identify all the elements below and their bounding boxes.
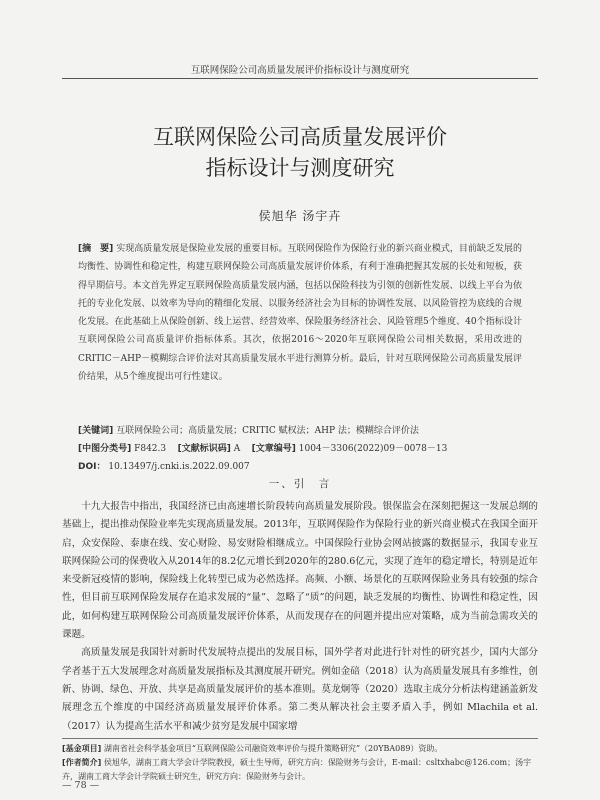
fund-label: [基金项目]	[62, 744, 102, 753]
article-no-label: [文章编号]	[251, 444, 296, 454]
clc-label: [中图分类号]	[78, 444, 132, 454]
abstract-text: 实现高质量发展是保险业发展的重要目标。互联网保险作为保险行业的新兴商业模式，目前缺乏发展的均衡性、协调性和稳定性，构建互联网保险公司高质量发展评价体系，有利于准确把握其发展的长处和短板，获得早期信号。本文首先界定互联网保险高质量发展内涵，包括以保险科技为引领的创新性发展、以线上平台为依托的专业化发展、以效率为导向的精细化发展、以服务经济社会为目标的协调性发展、以风险管控为底线的合规化发展。在此基础上从保险创新、线上运营、经营效率、保险服务经济社会、风险管理5个维度、40个指标设计互联网保险公司高质量评价指标体系。其次，依据2016～2020年互联网保险公司相关数据，采用改进的CRITIC－AHP－模糊综合评价法对其高质量发展水平进行测算分析。最后，针对互联网保险公司高质量发展评价结果，从5个维度提出可行性建议。	[78, 244, 522, 383]
title-line-2: 指标设计与测度研究	[205, 156, 395, 180]
author-note	[62, 756, 538, 784]
keywords-text: 互联网保险公司；高质量发展；CRITIC 赋权法；AHP 法；模糊综合评价法	[116, 426, 419, 436]
paper-title	[0, 122, 600, 184]
footnote-rule	[62, 738, 538, 739]
keywords	[78, 424, 522, 438]
running-header: 互联网保险公司高质量发展评价指标设计与测度研究	[190, 65, 410, 76]
author-label: [作者简介]	[62, 758, 102, 767]
fund-note	[62, 742, 538, 756]
doc-code-label: [文献标识码]	[177, 444, 231, 454]
header-rule	[62, 78, 538, 79]
page-number: — 78 —	[62, 780, 100, 791]
body-paragraph: 高质量发展是我国针对新时代发展特点提出的发展目标，国外学者对此进行针对性的研究甚少，国内大部分学者基于五大发展理念对高质量发展指标及其测度展开研究。例如金碚（2018）认为高质量发展具有多维性，创新、协调、绿色、开放、共享是高质量发展评价的基本准则。莫龙炯等（2020）选取主成分分析法构建涵盖新发展理念五个维度的中国经济高质量发展评价体系。第二类从解决社会主要矛盾入手，例如 Mlachila et al.（2017）认为提高生活水平和减少贫穷是发展中国家增	[62, 647, 538, 732]
doc-code-value: A	[233, 444, 241, 454]
article-no-value: 1004－3306(2022)09－0078－13	[298, 444, 448, 454]
doi	[78, 460, 522, 474]
abstract	[78, 240, 522, 386]
section-heading-introduction: 一、引 言	[268, 478, 332, 490]
title-line-1: 互联网保险公司高质量发展评价	[153, 125, 447, 149]
fund-text: 湖南省社会科学基金项目“互联网保险公司融资效率评价与提升策略研究”（20YBA089）资助。	[103, 744, 443, 753]
authors: 侯旭华 汤宇卉	[258, 209, 342, 223]
classification	[78, 442, 522, 456]
doi-value: 10.13497/j.cnki.is.2022.09.007	[108, 462, 250, 472]
keywords-label: [关键词]	[78, 426, 114, 436]
clc-value: F842.3	[134, 444, 167, 454]
abstract-label: [摘 要]	[78, 244, 114, 254]
doi-label: DOI：	[78, 462, 106, 472]
author-text: 侯旭华，湖南工商大学会计学院教授，硕士生导师，研究方向：保险财务与会计，E-mail：csltxhabc@126.com；汤宇卉，湖南工商大学会计学院硕士研究生，研究方向：保险财务与会计。	[62, 758, 532, 781]
body-text	[62, 498, 538, 736]
body-paragraph: 十九大报告中指出，我国经济已由高速增长阶段转向高质量发展阶段。银保监会在深刻把握这一发展总纲的基础上，提出推动保险业率先实现高质量发展。2013年，互联网保险作为保险行业的新兴商业模式在我国全面开启，众安保险、泰康在线、安心财险、易安财险相继成立。中国保险行业协会网站披露的数据显示，我国专业互联网保险公司的保费收入从2014年的8.2亿元增长到2020年的280.6亿元，实现了连年的稳定增长，特别是近年来受新冠疫情的影响，保险线上化转型已成为必然选择。高频、小额、场景化的互联网保险业务具有较强的综合性，但目前互联网保险发展存在追求发展的“量”、忽略了“质”的问题，缺乏发展的均衡性、协调性和稳定性，因此，如何构建互联网保险公司高质量发展评价体系，从而发现存在的问题并提出应对策略，成为当前急需攻关的课题。	[62, 501, 538, 641]
footnotes	[62, 742, 538, 784]
